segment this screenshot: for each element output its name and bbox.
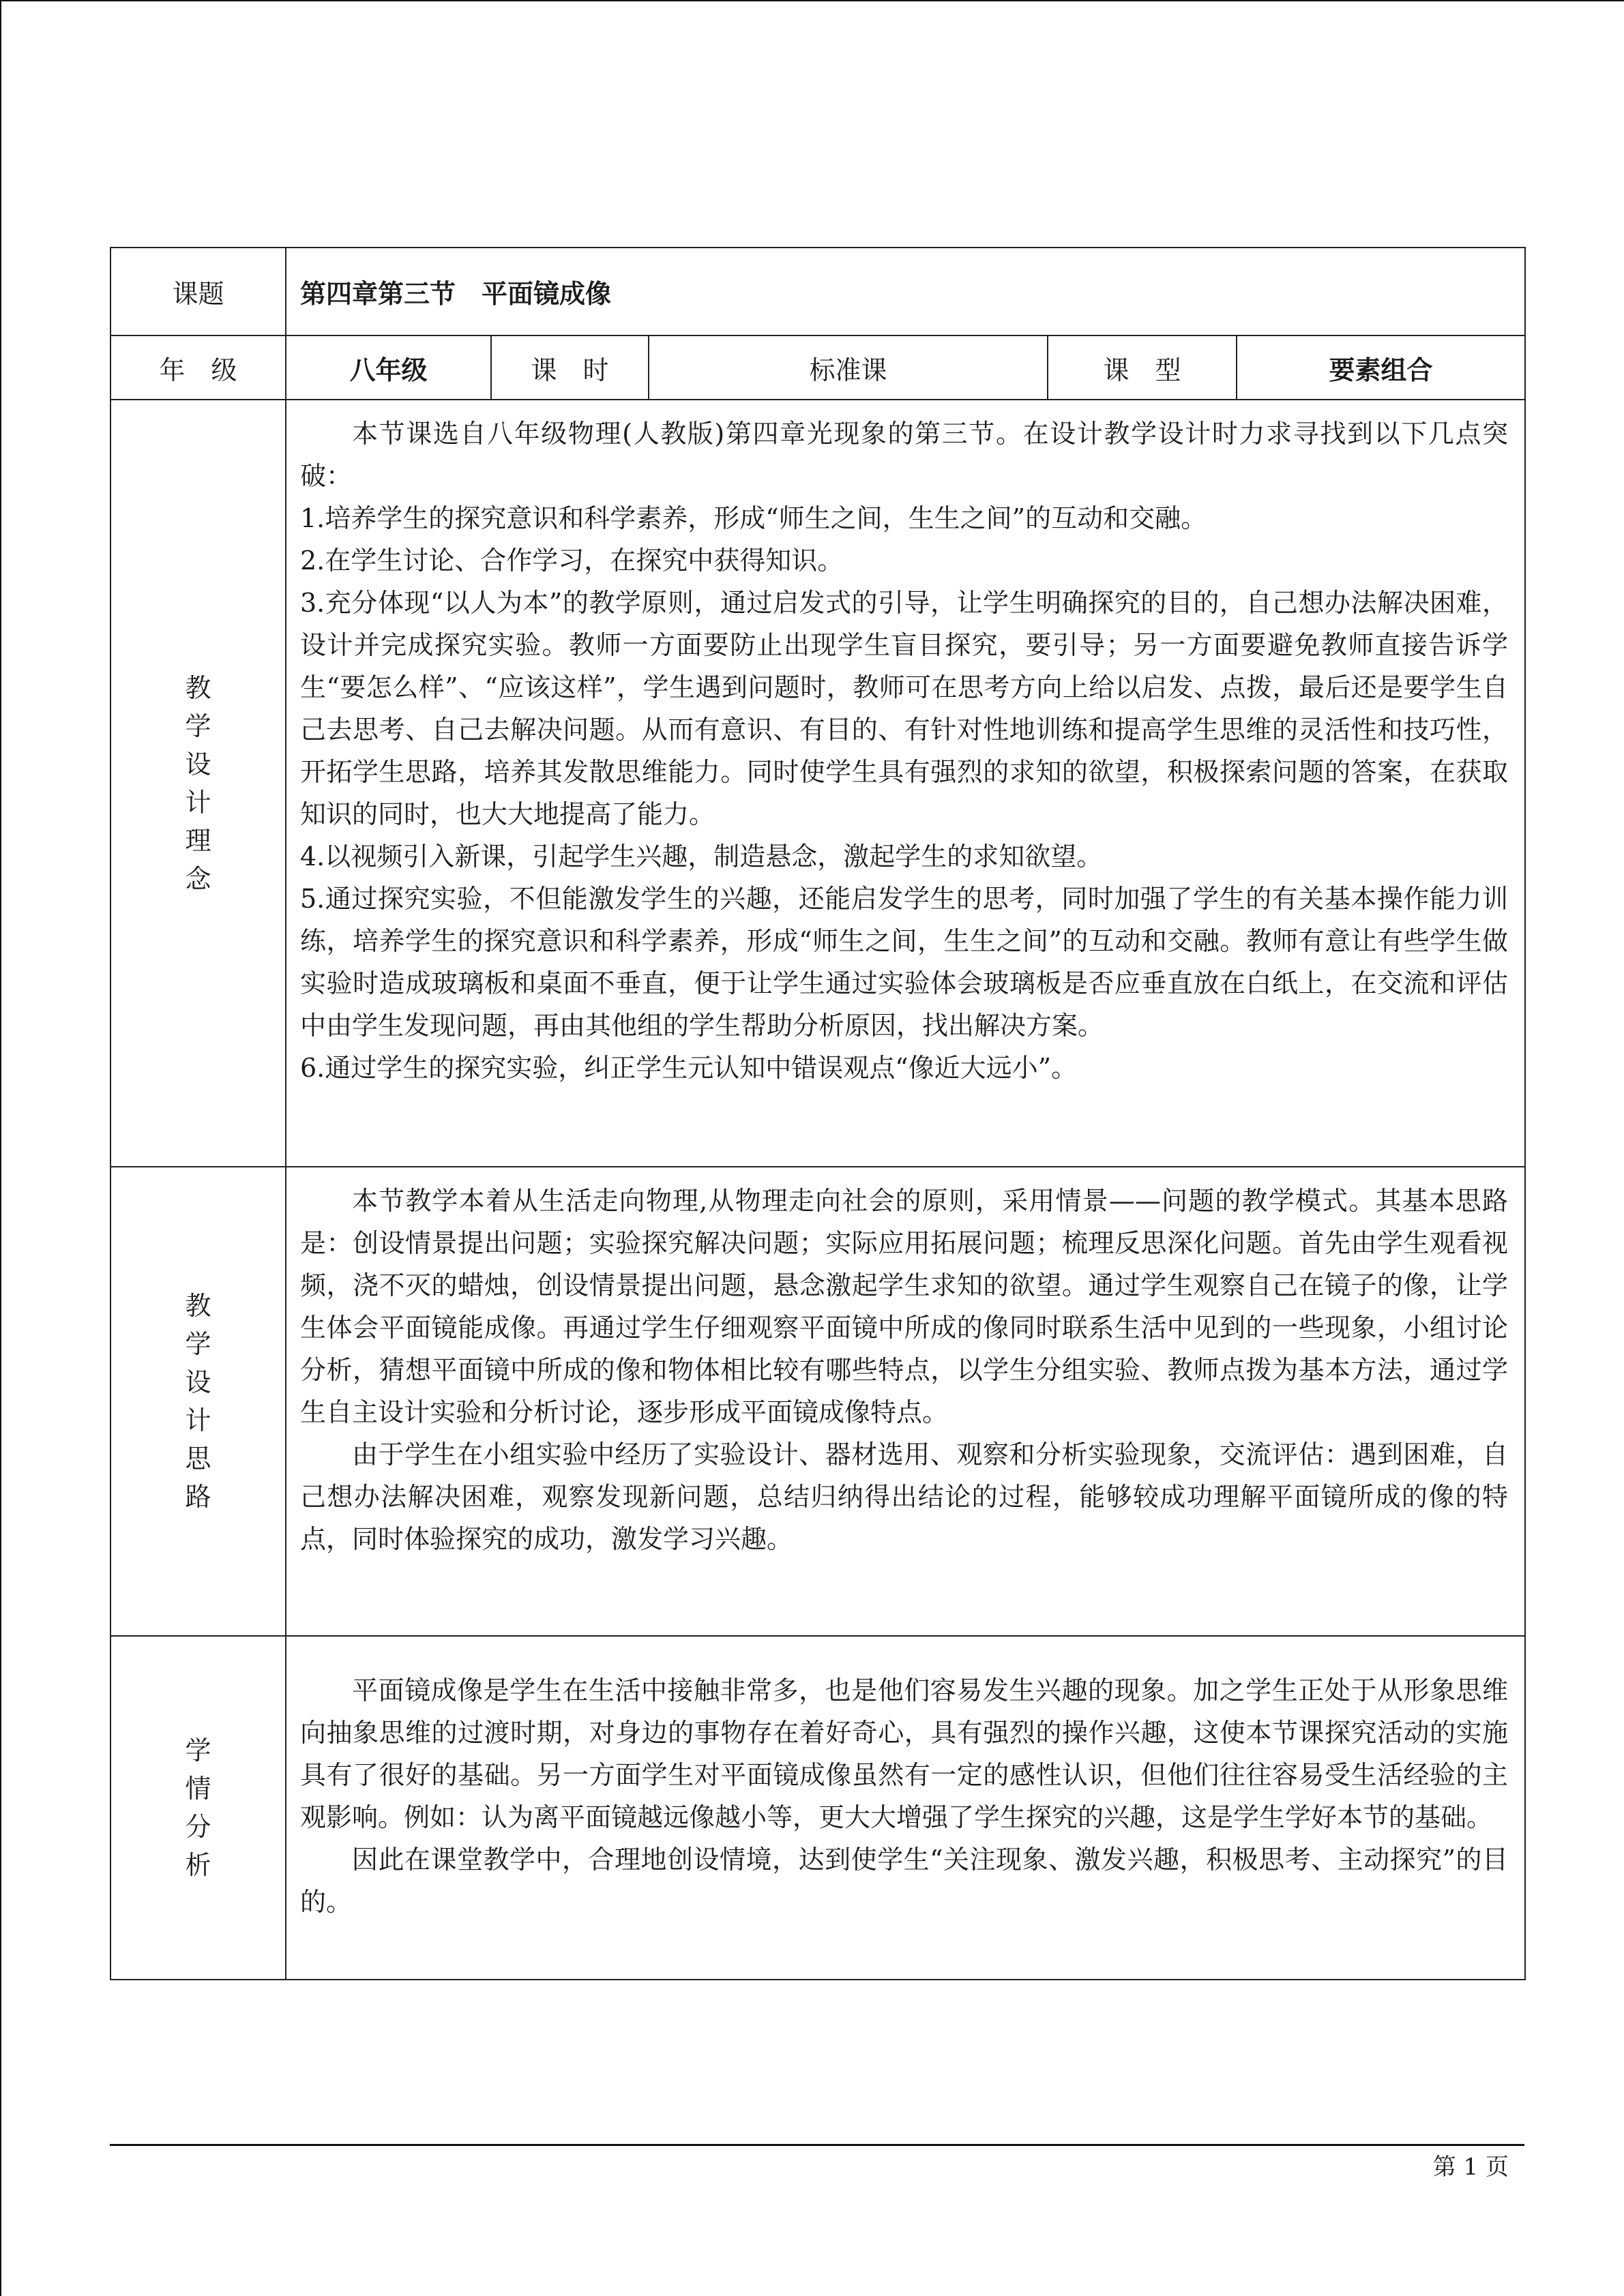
concept-label-char: 教 bbox=[185, 672, 211, 703]
concept-paragraph: 1.培养学生的探究意识和科学素养，形成“师生之间，生生之间”的互动和交融。 bbox=[300, 503, 1207, 533]
concept-label-char: 计 bbox=[185, 787, 211, 818]
lesson-plan-table bbox=[110, 247, 1526, 1980]
analysis-paragraph: 因此在课堂教学中，合理地创设情境，达到使学生“关注现象、激发兴趣，积极思考、主动探究”的目的。 bbox=[300, 1845, 1509, 1917]
concept-paragraph: 2.在学生讨论、合作学习，在探究中获得知识。 bbox=[300, 546, 844, 576]
type-label: 课 型 bbox=[1048, 336, 1237, 400]
analysis-row bbox=[110, 1636, 1525, 1980]
approach-paragraph: 本节教学本着从生活走向物理,从物理走向社会的原则，采用情景——问题的教学模式。其基本思路是：创设情景提出问题；实验探究解决问题；实际应用拓展问题；梳理反思深化问题。首先由学生观看视频，浇不灭的蜡烛，创设情景提出问题，悬念激起学生求知的欲望。通过学生观察自己在镜子的像，让学生体会平面镜能成像。再通过学生仔细观察平面镜中所成的像同时联系生活中见到的一些现象，小组讨论分析，猜想平面镜中所成的像和物体相比较有哪些特点，以学生分组实验、教师点拨为基本方法，通过学生自主设计实验和分析讨论，逐步形成平面镜成像特点。 bbox=[300, 1186, 1509, 1427]
topic-label: 课题 bbox=[110, 248, 286, 336]
approach-label bbox=[110, 1167, 286, 1636]
concept-content bbox=[286, 400, 1525, 1167]
type-value: 要素组合 bbox=[1237, 336, 1525, 400]
approach-label-char: 学 bbox=[185, 1329, 211, 1359]
approach-paragraph: 由于学生在小组实验中经历了实验设计、器材选用、观察和分析实验现象，交流评估：遇到困难，自己想办法解决困难，观察发现新问题，总结归纳得出结论的过程，能够较成功理解平面镜所成的像的特点，同时体验探究的成功，激发学习兴趣。 bbox=[300, 1440, 1509, 1554]
approach-row bbox=[110, 1167, 1525, 1636]
concept-label-char: 学 bbox=[185, 711, 211, 741]
grade-value: 八年级 bbox=[286, 336, 491, 400]
footer-divider bbox=[110, 2144, 1524, 2146]
topic-title: 第四章第三节 平面镜成像 bbox=[286, 248, 1525, 336]
analysis-paragraph: 平面镜成像是学生在生活中接触非常多，也是他们容易发生兴趣的现象。加之学生正处于从形象思维向抽象思维的过渡时期，对身边的事物存在着好奇心，具有强烈的操作兴趣，这使本节课探究活动的实施具有了很好的基础。另一方面学生对平面镜成像虽然有一定的感性认识，但他们往往容易受生活经验的主观影响。例如：认为离平面镜越远像越小等，更大大增强了学生探究的兴趣，这是学生学好本节的基础。 bbox=[300, 1675, 1509, 1832]
analysis-label bbox=[110, 1636, 286, 1980]
concept-label bbox=[110, 400, 286, 1167]
grade-label: 年 级 bbox=[110, 336, 286, 400]
concept-paragraph: 5.通过探究实验，不但能激发学生的兴趣，还能启发学生的思考，同时加强了学生的有关基本操作能力训练，培养学生的探究意识和科学素养，形成“师生之间，生生之间”的互动和交融。教师有意让有些学生做实验时造成玻璃板和桌面不垂直，便于让学生通过实验体会玻璃板是否应垂直放在白纸上，在交流和评估中由学生发现问题，再由其他组的学生帮助分析原因，找出解决方案。 bbox=[300, 884, 1509, 1041]
analysis-label-char: 学 bbox=[185, 1735, 211, 1765]
approach-content bbox=[286, 1167, 1525, 1636]
concept-paragraph: 4.以视频引入新课，引起学生兴趣，制造悬念，激起学生的求知欲望。 bbox=[300, 841, 1103, 871]
topic-row bbox=[110, 248, 1525, 336]
approach-label-char: 思 bbox=[185, 1444, 211, 1474]
concept-row bbox=[110, 400, 1525, 1167]
concept-label-char: 念 bbox=[185, 863, 211, 894]
approach-label-char: 路 bbox=[185, 1482, 211, 1512]
meta-row bbox=[110, 336, 1525, 400]
concept-label-char: 理 bbox=[185, 825, 211, 856]
approach-label-char: 教 bbox=[185, 1291, 211, 1321]
analysis-label-char: 分 bbox=[185, 1812, 211, 1842]
analysis-label-char: 情 bbox=[185, 1774, 211, 1804]
period-value: 标准课 bbox=[649, 336, 1048, 400]
analysis-content bbox=[286, 1636, 1525, 1980]
page-number: 第 1 页 bbox=[1432, 2153, 1509, 2181]
analysis-label-char: 析 bbox=[185, 1850, 211, 1880]
period-label: 课 时 bbox=[491, 336, 649, 400]
concept-paragraph: 本节课选自八年级物理(人教版)第四章光现象的第三节。在设计教学设计时力求寻找到以下几点突破： bbox=[300, 419, 1509, 491]
concept-label-char: 设 bbox=[185, 749, 211, 779]
concept-paragraph: 3.充分体现“以人为本”的教学原则，通过启发式的引导，让学生明确探究的目的，自己想办法解决困难，设计并完成探究实验。教师一方面要防止出现学生盲目探究，要引导；另一方面要避免教师直接告诉学生“要怎么样”、“应该这样”，学生遇到问题时，教师可在思考方向上给以启发、点拨，最后还是要学生自己去思考、自己去解决问题。从而有意识、有目的、有针对性地训练和提高学生思维的灵活性和技巧性，开拓学生思路，培养其发散思维能力。同时使学生具有强烈的求知的欲望，积极探索问题的答案，在获取知识的同时，也大大地提高了能力。 bbox=[300, 588, 1509, 829]
approach-label-char: 计 bbox=[185, 1405, 211, 1435]
concept-paragraph: 6.通过学生的探究实验，纠正学生元认知中错误观点“像近大远小”。 bbox=[300, 1053, 1078, 1083]
approach-label-char: 设 bbox=[185, 1367, 211, 1397]
